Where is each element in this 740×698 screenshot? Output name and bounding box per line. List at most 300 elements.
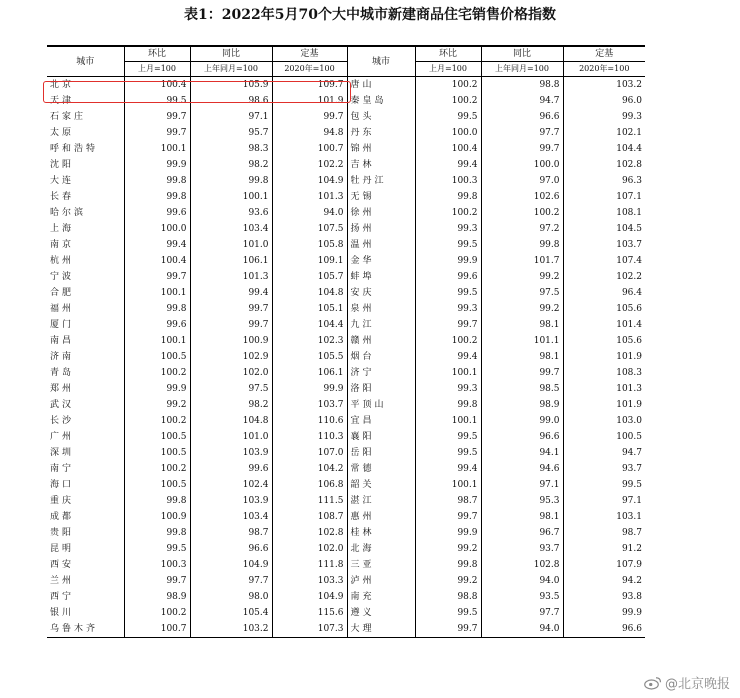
- yoy-value-right: 102.8: [481, 557, 563, 573]
- fixed-value-left: 104.8: [272, 285, 347, 301]
- yoy-value-left: 98.7: [190, 525, 272, 541]
- fixed-value-left: 104.2: [272, 461, 347, 477]
- mom-value-right: 99.8: [415, 557, 481, 573]
- fixed-value-left: 102.3: [272, 333, 347, 349]
- table-row: [47, 461, 645, 477]
- yoy-value-left: 102.4: [190, 477, 272, 493]
- yoy-value-right: 94.6: [481, 461, 563, 477]
- table-row: [47, 589, 645, 605]
- table-row: [47, 445, 645, 461]
- mom-value-left: 99.7: [124, 125, 190, 141]
- table-row: [47, 365, 645, 381]
- fixed-value-right: 101.9: [563, 349, 645, 365]
- mom-value-left: 99.8: [124, 525, 190, 541]
- mom-value-right: 100.1: [415, 413, 481, 429]
- table-row: [47, 189, 645, 205]
- yoy-value-left: 96.6: [190, 541, 272, 557]
- mom-value-right: 100.1: [415, 365, 481, 381]
- mom-value-right: 99.3: [415, 381, 481, 397]
- fixed-value-left: 107.0: [272, 445, 347, 461]
- city-name-right: 丹东: [347, 125, 415, 141]
- fixed-value-right: 99.5: [563, 477, 645, 493]
- mom-value-left: 99.7: [124, 269, 190, 285]
- city-name-left: 合肥: [50, 288, 75, 298]
- mom-value-left: 100.5: [124, 445, 190, 461]
- city-name-left: 昆明: [50, 544, 75, 554]
- yoy-value-right: 99.2: [481, 269, 563, 285]
- yoy-value-left: 98.2: [190, 157, 272, 173]
- fixed-value-right: 93.7: [563, 461, 645, 477]
- fixed-value-left: 109.1: [272, 253, 347, 269]
- mom-value-left: 100.2: [124, 605, 190, 621]
- fixed-value-left: 106.8: [272, 477, 347, 493]
- fixed-value-right: 101.4: [563, 317, 645, 333]
- fixed-value-right: 99.9: [563, 605, 645, 621]
- city-name-left: 上海: [50, 224, 75, 234]
- yoy-value-left: 95.7: [190, 125, 272, 141]
- city-name-right: 湛江: [347, 493, 415, 509]
- base-label-mom-left: 上月=100: [124, 62, 190, 77]
- city-name-left: 宁波: [50, 272, 75, 282]
- yoy-value-right: 99.2: [481, 301, 563, 317]
- mom-value-left: 100.5: [124, 429, 190, 445]
- yoy-value-right: 100.2: [481, 205, 563, 221]
- yoy-value-left: 97.5: [190, 381, 272, 397]
- yoy-value-right: 94.0: [481, 621, 563, 638]
- city-name-right: 扬州: [347, 221, 415, 237]
- yoy-value-right: 102.6: [481, 189, 563, 205]
- yoy-value-right: 100.0: [481, 157, 563, 173]
- city-name-right: 安庆: [347, 285, 415, 301]
- city-name-right: 岳阳: [347, 445, 415, 461]
- mom-value-right: 99.8: [415, 189, 481, 205]
- mom-value-left: 98.9: [124, 589, 190, 605]
- mom-value-left: 100.9: [124, 509, 190, 525]
- fixed-value-left: 94.0: [272, 205, 347, 221]
- city-name-left: 南昌: [50, 336, 75, 346]
- fixed-value-left: 99.9: [272, 381, 347, 397]
- city-name-right: 宜昌: [347, 413, 415, 429]
- yoy-value-right: 96.6: [481, 109, 563, 125]
- yoy-value-left: 104.9: [190, 557, 272, 573]
- yoy-value-left: 97.7: [190, 573, 272, 589]
- fixed-value-left: 103.7: [272, 397, 347, 413]
- mom-value-left: 99.5: [124, 93, 190, 109]
- city-name-right: 无锡: [347, 189, 415, 205]
- mom-value-left: 99.9: [124, 157, 190, 173]
- city-name-left: 长沙: [50, 416, 75, 426]
- city-name-left: 广州: [50, 432, 75, 442]
- city-name-right: 唐山: [347, 77, 415, 94]
- mom-value-right: 99.5: [415, 109, 481, 125]
- city-name-right: 遵义: [347, 605, 415, 621]
- mom-value-left: 99.5: [124, 541, 190, 557]
- fixed-value-right: 107.4: [563, 253, 645, 269]
- mom-value-left: 100.5: [124, 349, 190, 365]
- city-name-right: 吉林: [347, 157, 415, 173]
- yoy-value-left: 102.9: [190, 349, 272, 365]
- city-name-left: 北京: [50, 80, 75, 90]
- yoy-value-left: 100.9: [190, 333, 272, 349]
- city-name-left: 天津: [50, 96, 75, 106]
- fixed-value-right: 93.8: [563, 589, 645, 605]
- city-name-right: 常德: [347, 461, 415, 477]
- city-name-right: 韶关: [347, 477, 415, 493]
- city-name-left: 哈尔滨: [50, 208, 87, 218]
- city-name-right: 桂林: [347, 525, 415, 541]
- fixed-value-right: 107.1: [563, 189, 645, 205]
- mom-value-right: 100.2: [415, 205, 481, 221]
- fixed-value-left: 102.8: [272, 525, 347, 541]
- yoy-value-left: 98.3: [190, 141, 272, 157]
- fixed-value-right: 96.6: [563, 621, 645, 638]
- city-name-right: 济宁: [347, 365, 415, 381]
- table-row: [47, 573, 645, 589]
- yoy-value-right: 98.1: [481, 317, 563, 333]
- city-name-left: 福州: [50, 304, 75, 314]
- mom-value-right: 99.7: [415, 317, 481, 333]
- base-label-mom-right: 上月=100: [415, 62, 481, 77]
- yoy-value-right: 98.9: [481, 397, 563, 413]
- table-row: [47, 301, 645, 317]
- city-name-right: 锦州: [347, 141, 415, 157]
- fixed-value-left: 101.9: [272, 93, 347, 109]
- city-name-right: 襄阳: [347, 429, 415, 445]
- yoy-value-right: 98.5: [481, 381, 563, 397]
- column-header-city-left: 城市: [47, 46, 124, 77]
- table-row: [47, 141, 645, 157]
- yoy-value-right: 97.7: [481, 125, 563, 141]
- mom-value-right: 99.9: [415, 525, 481, 541]
- table-row: [47, 109, 645, 125]
- yoy-value-right: 95.3: [481, 493, 563, 509]
- fixed-value-right: 103.1: [563, 509, 645, 525]
- table-row: [47, 221, 645, 237]
- city-name-right: 三亚: [347, 557, 415, 573]
- city-name-right: 蚌埠: [347, 269, 415, 285]
- table-row: [47, 429, 645, 445]
- mom-value-left: 100.1: [124, 285, 190, 301]
- table-row: [47, 605, 645, 621]
- mom-value-left: 99.8: [124, 189, 190, 205]
- fixed-value-left: 106.1: [272, 365, 347, 381]
- table-row: [47, 173, 645, 189]
- fixed-value-right: 108.3: [563, 365, 645, 381]
- table-row: [47, 413, 645, 429]
- column-header-mom-left: 环比: [124, 46, 190, 62]
- fixed-value-right: 107.9: [563, 557, 645, 573]
- mom-value-left: 100.2: [124, 413, 190, 429]
- yoy-value-right: 97.2: [481, 221, 563, 237]
- fixed-value-left: 103.3: [272, 573, 347, 589]
- city-name-left: 成都: [50, 512, 75, 522]
- yoy-value-right: 99.7: [481, 141, 563, 157]
- fixed-value-left: 102.2: [272, 157, 347, 173]
- yoy-value-right: 99.0: [481, 413, 563, 429]
- table-row: [47, 557, 645, 573]
- fixed-value-right: 96.3: [563, 173, 645, 189]
- fixed-value-left: 111.5: [272, 493, 347, 509]
- fixed-value-left: 109.7: [272, 77, 347, 94]
- city-name-left: 南宁: [50, 464, 75, 474]
- mom-value-right: 99.4: [415, 349, 481, 365]
- column-header-fixed-left: 定基: [272, 46, 347, 62]
- mom-value-right: 100.4: [415, 141, 481, 157]
- mom-value-left: 100.1: [124, 333, 190, 349]
- fixed-value-left: 105.1: [272, 301, 347, 317]
- table-row: [47, 333, 645, 349]
- city-name-left: 重庆: [50, 496, 75, 506]
- column-header-yoy-left: 同比: [190, 46, 272, 62]
- city-name-right: 大理: [347, 621, 415, 638]
- mom-value-left: 100.3: [124, 557, 190, 573]
- yoy-value-right: 99.7: [481, 365, 563, 381]
- mom-value-left: 100.0: [124, 221, 190, 237]
- city-name-right: 烟台: [347, 349, 415, 365]
- yoy-value-left: 103.9: [190, 493, 272, 509]
- fixed-value-right: 104.5: [563, 221, 645, 237]
- yoy-value-right: 98.1: [481, 349, 563, 365]
- city-name-right: 牡丹江: [347, 173, 415, 189]
- yoy-value-left: 98.6: [190, 93, 272, 109]
- yoy-value-left: 99.7: [190, 317, 272, 333]
- city-name-right: 秦皇岛: [347, 93, 415, 109]
- fixed-value-right: 96.4: [563, 285, 645, 301]
- mom-value-right: 99.5: [415, 445, 481, 461]
- fixed-value-right: 108.1: [563, 205, 645, 221]
- yoy-value-left: 102.0: [190, 365, 272, 381]
- mom-value-right: 99.5: [415, 237, 481, 253]
- mom-value-right: 99.8: [415, 397, 481, 413]
- yoy-value-right: 96.7: [481, 525, 563, 541]
- mom-value-right: 98.8: [415, 589, 481, 605]
- mom-value-right: 99.2: [415, 541, 481, 557]
- city-name-right: 洛阳: [347, 381, 415, 397]
- yoy-value-right: 101.1: [481, 333, 563, 349]
- fixed-value-left: 99.7: [272, 109, 347, 125]
- mom-value-right: 99.3: [415, 221, 481, 237]
- mom-value-right: 98.7: [415, 493, 481, 509]
- fixed-value-right: 101.9: [563, 397, 645, 413]
- fixed-value-left: 111.8: [272, 557, 347, 573]
- table-row: [47, 205, 645, 221]
- base-label-yoy-left: 上年同月=100: [190, 62, 272, 77]
- yoy-value-right: 94.1: [481, 445, 563, 461]
- fixed-value-right: 105.6: [563, 333, 645, 349]
- city-name-left: 大连: [50, 176, 75, 186]
- city-name-left: 沈阳: [50, 160, 75, 170]
- table-row: [47, 317, 645, 333]
- mom-value-right: 99.7: [415, 621, 481, 638]
- yoy-value-left: 103.4: [190, 221, 272, 237]
- mom-value-right: 99.2: [415, 573, 481, 589]
- city-name-right: 惠州: [347, 509, 415, 525]
- yoy-value-right: 96.6: [481, 429, 563, 445]
- fixed-value-left: 110.3: [272, 429, 347, 445]
- city-name-left: 郑州: [50, 384, 75, 394]
- yoy-value-right: 97.1: [481, 477, 563, 493]
- city-name-left: 南京: [50, 240, 75, 250]
- fixed-value-right: 94.7: [563, 445, 645, 461]
- mom-value-left: 100.4: [124, 253, 190, 269]
- city-name-left: 西宁: [50, 592, 75, 602]
- fixed-value-left: 110.6: [272, 413, 347, 429]
- table-row: [47, 349, 645, 365]
- fixed-value-left: 105.5: [272, 349, 347, 365]
- table-row: [47, 237, 645, 253]
- mom-value-left: 99.8: [124, 173, 190, 189]
- fixed-value-left: 101.3: [272, 189, 347, 205]
- yoy-value-left: 103.2: [190, 621, 272, 638]
- city-name-right: 温州: [347, 237, 415, 253]
- yoy-value-left: 98.0: [190, 589, 272, 605]
- city-name-left: 石家庄: [50, 112, 87, 122]
- mom-value-left: 99.9: [124, 381, 190, 397]
- city-name-left: 济南: [50, 352, 75, 362]
- yoy-value-right: 99.8: [481, 237, 563, 253]
- mom-value-left: 99.6: [124, 317, 190, 333]
- mom-value-right: 99.9: [415, 253, 481, 269]
- table-title: 表1：2022年5月70个大中城市新建商品住宅销售价格指数: [184, 7, 556, 23]
- table-row: [47, 541, 645, 557]
- mom-value-left: 99.8: [124, 301, 190, 317]
- yoy-value-left: 101.0: [190, 429, 272, 445]
- fixed-value-left: 104.4: [272, 317, 347, 333]
- table-row: [47, 381, 645, 397]
- fixed-value-right: 100.5: [563, 429, 645, 445]
- mom-value-right: 100.0: [415, 125, 481, 141]
- city-name-left: 海口: [50, 480, 75, 490]
- mom-value-right: 99.5: [415, 285, 481, 301]
- fixed-value-right: 94.2: [563, 573, 645, 589]
- city-name-left: 贵阳: [50, 528, 75, 538]
- mom-value-right: 100.3: [415, 173, 481, 189]
- yoy-value-left: 104.8: [190, 413, 272, 429]
- mom-value-right: 99.4: [415, 461, 481, 477]
- mom-value-left: 99.6: [124, 205, 190, 221]
- fixed-value-right: 104.4: [563, 141, 645, 157]
- mom-value-right: 99.4: [415, 157, 481, 173]
- yoy-value-left: 99.6: [190, 461, 272, 477]
- yoy-value-left: 101.3: [190, 269, 272, 285]
- fixed-value-right: 91.2: [563, 541, 645, 557]
- table-row: [47, 621, 645, 638]
- city-name-left: 深圳: [50, 448, 75, 458]
- city-name-left: 呼和浩特: [50, 144, 99, 154]
- fixed-value-right: 96.0: [563, 93, 645, 109]
- yoy-value-right: 94.7: [481, 93, 563, 109]
- city-name-left: 武汉: [50, 400, 75, 410]
- yoy-value-right: 93.7: [481, 541, 563, 557]
- yoy-value-left: 105.9: [190, 77, 272, 94]
- column-header-fixed-right: 定基: [563, 46, 645, 62]
- mom-value-right: 99.5: [415, 429, 481, 445]
- yoy-value-right: 93.5: [481, 589, 563, 605]
- mom-value-left: 100.2: [124, 461, 190, 477]
- fixed-value-left: 94.8: [272, 125, 347, 141]
- table-row: [47, 493, 645, 509]
- table-row: [47, 525, 645, 541]
- city-name-right: 金华: [347, 253, 415, 269]
- yoy-value-left: 99.7: [190, 301, 272, 317]
- mom-value-right: 100.2: [415, 93, 481, 109]
- table-row: [47, 125, 645, 141]
- yoy-value-right: 94.0: [481, 573, 563, 589]
- mom-value-left: 99.4: [124, 237, 190, 253]
- yoy-value-left: 99.8: [190, 173, 272, 189]
- city-name-left: 青岛: [50, 368, 75, 378]
- yoy-value-left: 101.0: [190, 237, 272, 253]
- base-label-fixed-left: 2020年=100: [272, 62, 347, 77]
- city-name-right: 九江: [347, 317, 415, 333]
- table-row: [47, 397, 645, 413]
- yoy-value-left: 98.2: [190, 397, 272, 413]
- yoy-value-right: 97.7: [481, 605, 563, 621]
- weibo-icon: [644, 676, 662, 690]
- mom-value-right: 99.7: [415, 509, 481, 525]
- fixed-value-left: 104.9: [272, 173, 347, 189]
- table-row: [47, 253, 645, 269]
- mom-value-left: 99.2: [124, 397, 190, 413]
- fixed-value-right: 102.2: [563, 269, 645, 285]
- fixed-value-left: 115.6: [272, 605, 347, 621]
- beijing-highlight-box: [43, 81, 351, 103]
- base-label-fixed-right: 2020年=100: [563, 62, 645, 77]
- city-name-right: 泸州: [347, 573, 415, 589]
- column-header-mom-right: 环比: [415, 46, 481, 62]
- city-name-right: 赣州: [347, 333, 415, 349]
- city-name-right: 平顶山: [347, 397, 415, 413]
- fixed-value-right: 99.3: [563, 109, 645, 125]
- column-header-yoy-right: 同比: [481, 46, 563, 62]
- mom-value-left: 100.1: [124, 141, 190, 157]
- fixed-value-left: 100.7: [272, 141, 347, 157]
- fixed-value-right: 98.7: [563, 525, 645, 541]
- table-row: [47, 285, 645, 301]
- city-name-left: 长春: [50, 192, 75, 202]
- yoy-value-right: 98.1: [481, 509, 563, 525]
- table-row: [47, 269, 645, 285]
- city-name-left: 乌鲁木齐: [47, 621, 124, 638]
- city-name-left: 杭州: [50, 256, 75, 266]
- fixed-value-right: 97.1: [563, 493, 645, 509]
- city-name-left: 太原: [50, 128, 75, 138]
- fixed-value-left: 108.7: [272, 509, 347, 525]
- column-header-city-right: 城市: [347, 46, 415, 77]
- yoy-value-left: 100.1: [190, 189, 272, 205]
- yoy-value-left: 93.6: [190, 205, 272, 221]
- fixed-value-right: 102.1: [563, 125, 645, 141]
- base-label-yoy-right: 上年同月=100: [481, 62, 563, 77]
- fixed-value-right: 101.3: [563, 381, 645, 397]
- fixed-value-right: 103.7: [563, 237, 645, 253]
- city-name-right: 包头: [347, 109, 415, 125]
- mom-value-left: 99.8: [124, 493, 190, 509]
- yoy-value-right: 101.7: [481, 253, 563, 269]
- table-row: [47, 157, 645, 173]
- yoy-value-right: 97.0: [481, 173, 563, 189]
- price-index-table: [47, 45, 645, 638]
- mom-value-left: 99.7: [124, 109, 190, 125]
- mom-value-right: 99.6: [415, 269, 481, 285]
- fixed-value-left: 102.0: [272, 541, 347, 557]
- city-name-right: 南充: [347, 589, 415, 605]
- fixed-value-left: 104.9: [272, 589, 347, 605]
- city-name-right: 泉州: [347, 301, 415, 317]
- fixed-value-right: 103.0: [563, 413, 645, 429]
- yoy-value-left: 97.1: [190, 109, 272, 125]
- yoy-value-left: 99.4: [190, 285, 272, 301]
